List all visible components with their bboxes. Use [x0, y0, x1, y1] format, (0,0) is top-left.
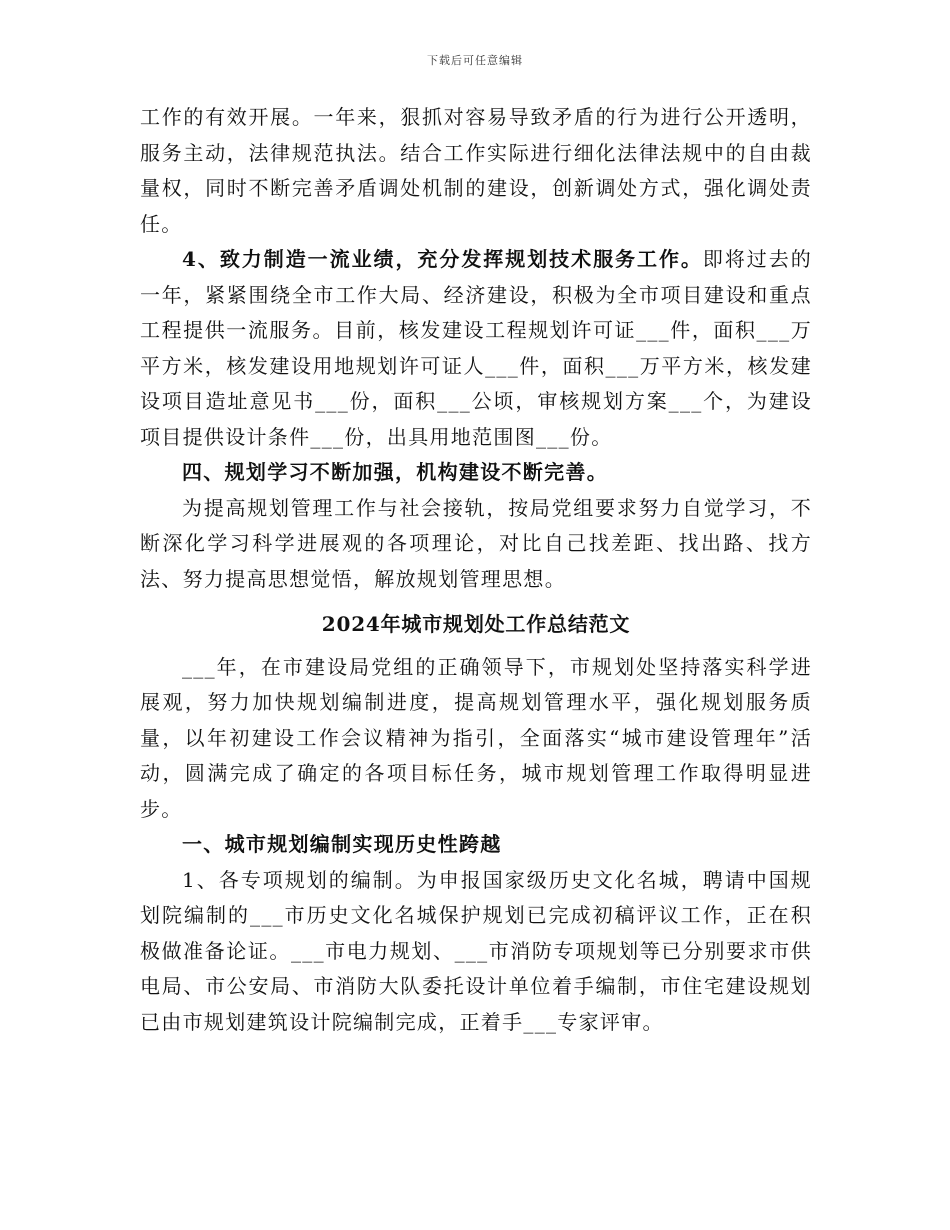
document-title: 2024年城市规划处工作总结范文	[321, 612, 631, 636]
paragraph-planning-service-heading: 4、致力制造一流业绩，充分发挥规划技术服务工作。	[182, 247, 703, 271]
paragraph-planning-service-body: 即将过去的一年，紧紧围绕全市工作大局、经济建设，积极为全市项目建设和重点工程提供一流服务。目前，核发建设工程规划许可证___件，面积___万平方米，核发建设用地规划许可证人___件，面积___万平方米，核发建设项目造址意见书___份，面积___公顷，审核规划方案___个，为建设项目提供设计条件___份，出具用地范围图___份。	[140, 247, 812, 449]
section-heading-study: 四、规划学习不断加强，机构建设不断完善。	[182, 460, 608, 484]
paragraph-study: 为提高规划管理工作与社会接轨，按局党组要求努力自觉学习，不断深化学习科学进展观的各项理论，对比自己找差距、找出路、找方法、努力提高思想觉悟，解放规划管理思想。	[140, 495, 812, 591]
document-body	[140, 100, 812, 1040]
paragraph-continuation: 工作的有效开展。一年来，狠抓对容易导致矛盾的行为进行公开透明，服务主动，法律规范执法。结合工作实际进行细化法律法规中的自由裁量权，同时不断完善矛盾调处机制的建设，创新调处方式，强化调处责任。	[140, 105, 812, 236]
paragraph-intro: ___年，在市建设局党组的正确领导下，市规划处坚持落实科学进展观，努力加快规划编制进度，提高规划管理水平，强化规划服务质量，以年初建设工作会议精神为指引，全面落实“城市建设管理年”活动，圆满完成了确定的各项目标任务，城市规划管理工作取得明显进步。	[140, 654, 812, 821]
paragraph-special-planning: 1、各专项规划的编制。为申报国家级历史文化名城，聘请中国规划院编制的___市历史文化名城保护规划已完成初稿评议工作，正在积极做准备论证。___市电力规划、___市消防专项规划等已分别要求市供电局、市公安局、市消防大队委托设计单位着手编制，市住宅建设规划已由市规划建筑设计院编制完成，正着手___专家评审。	[140, 867, 812, 1034]
paragraph-planning-service	[140, 242, 812, 455]
section-heading-planning: 一、城市规划编制实现历史性跨越	[182, 832, 502, 856]
page-header: 下载后可任意编辑	[427, 54, 523, 67]
